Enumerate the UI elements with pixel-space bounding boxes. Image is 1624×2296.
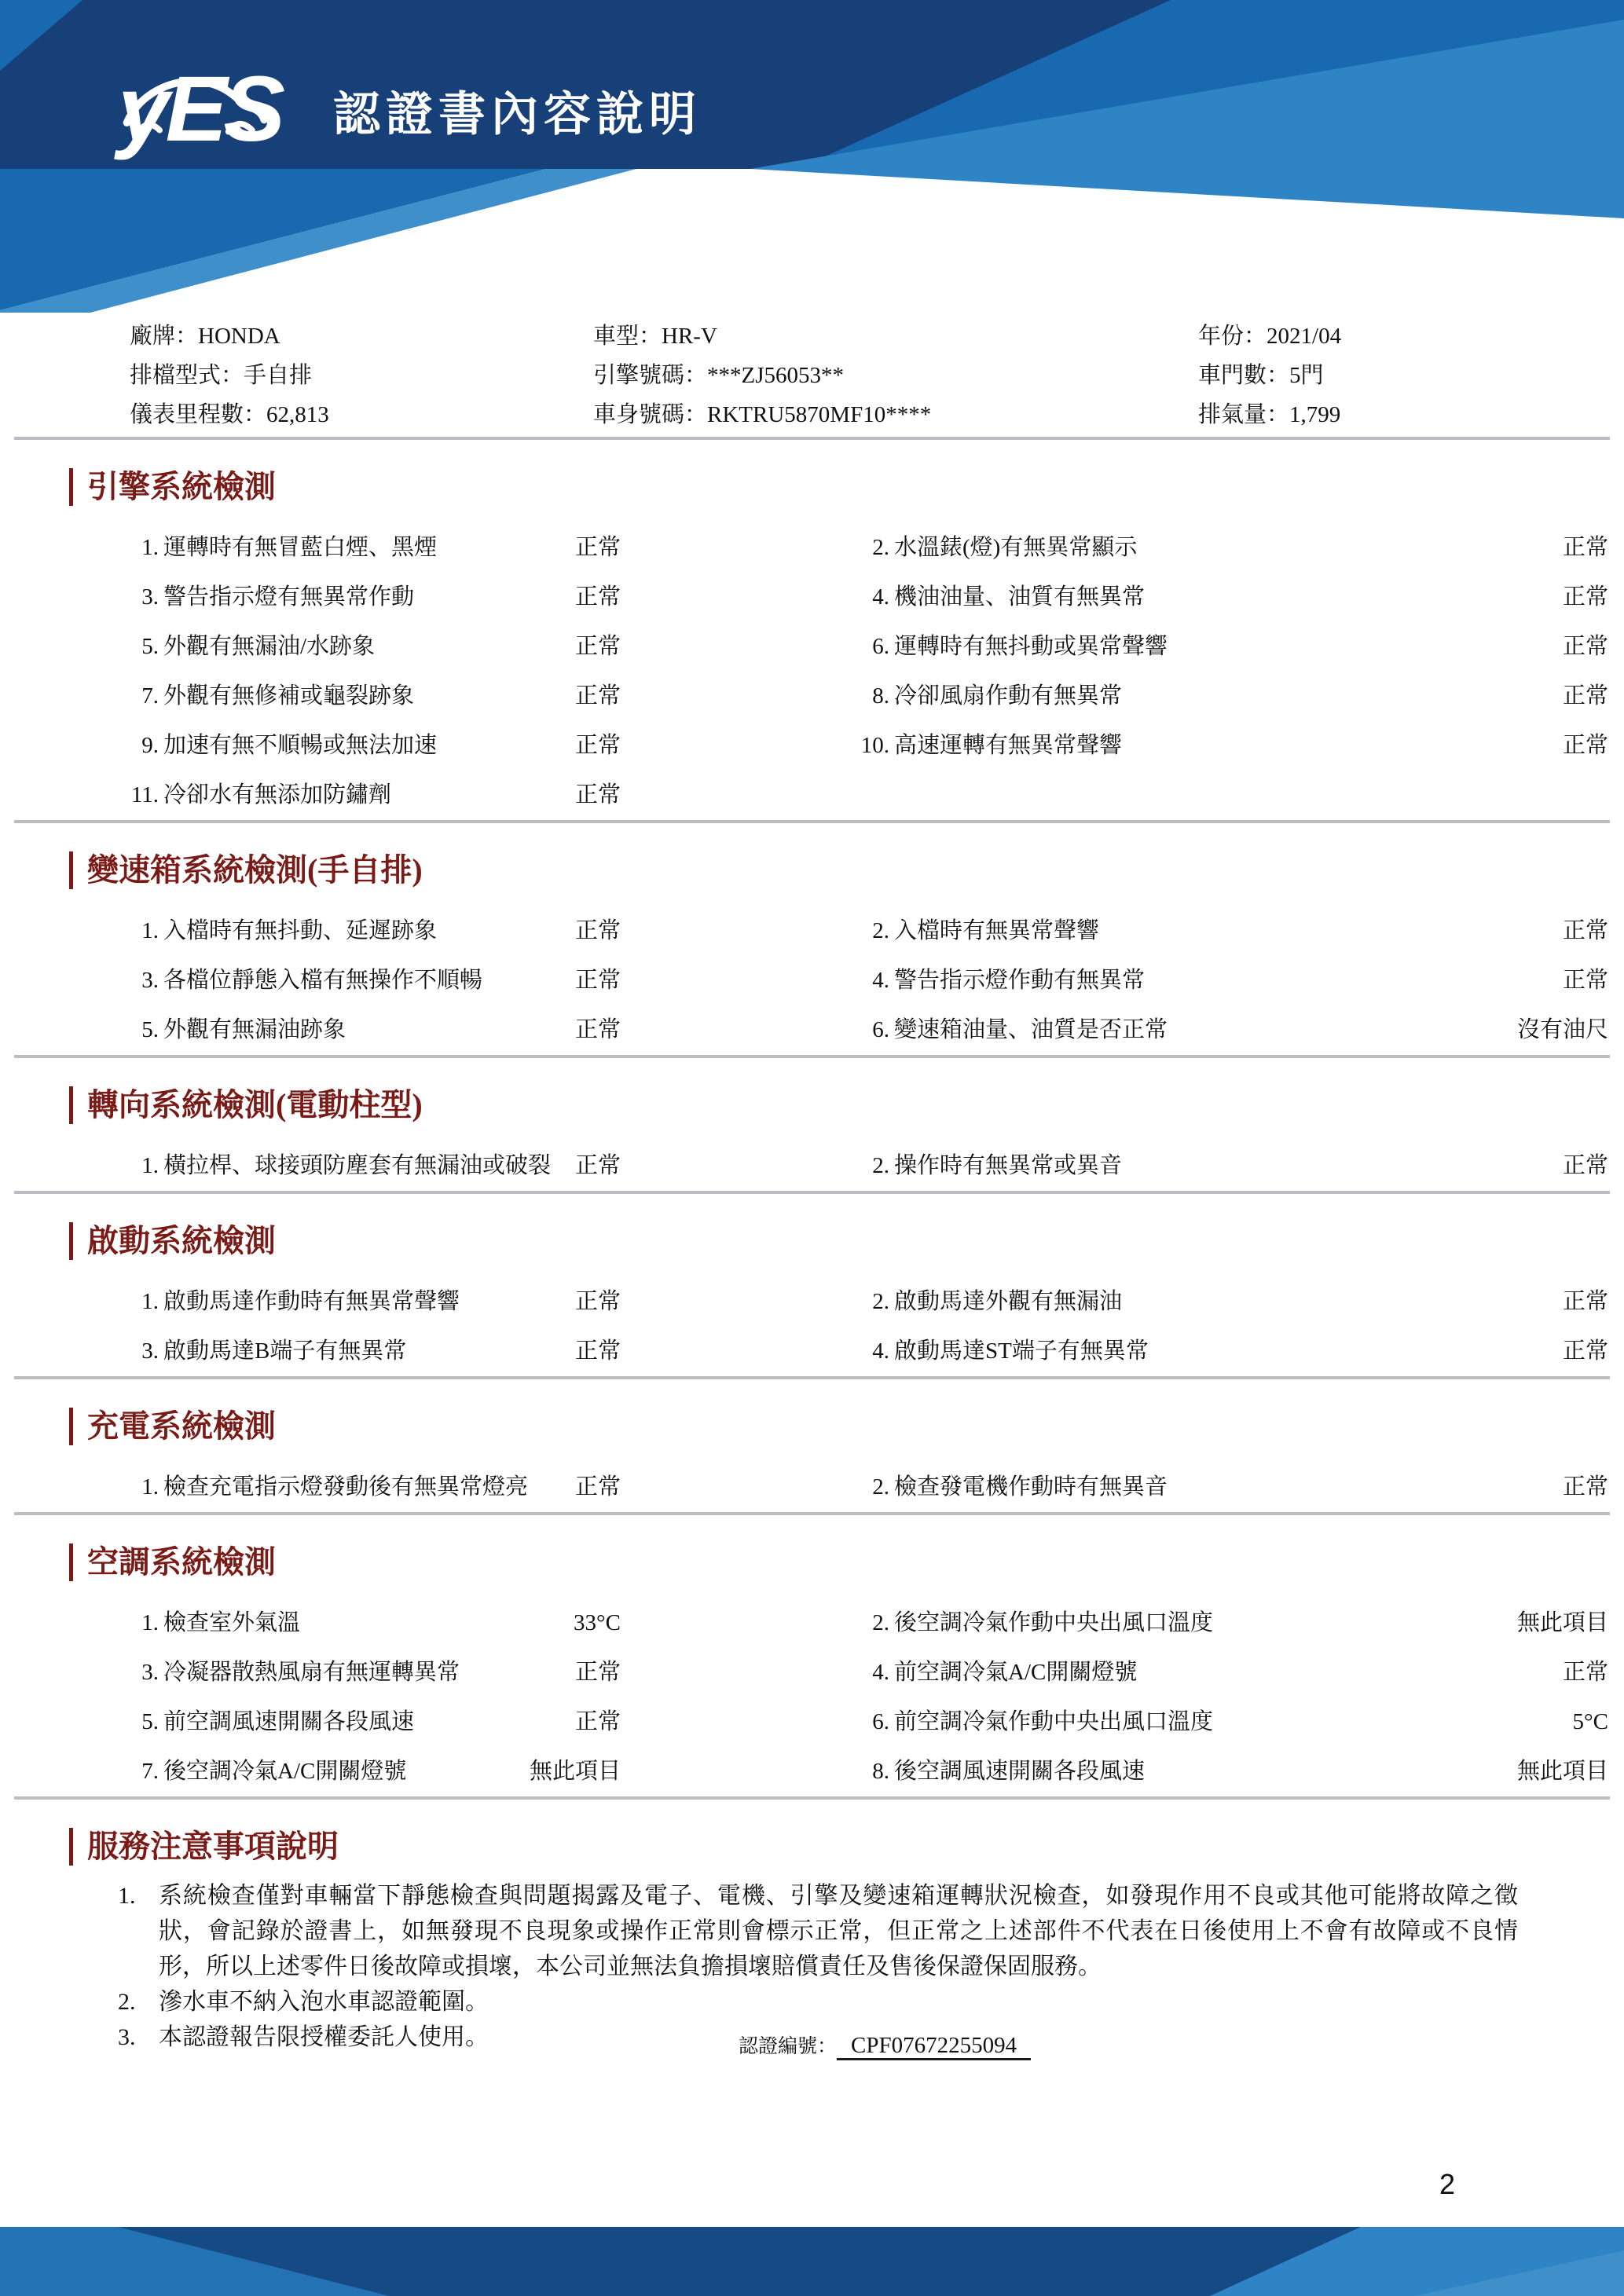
item-text: 冷凝器散熱風扇有無運轉異常 — [163, 1660, 460, 1685]
inspection-item — [118, 573, 621, 622]
inspection-section — [0, 1222, 1624, 1379]
item-text: 後空調冷氣A/C開關燈號 — [163, 1759, 407, 1784]
note-text: 本認證報告限授權委託人使用。 — [159, 2024, 489, 2050]
item-status: 正常 — [574, 1017, 621, 1042]
item-text: 後空調風速開關各段風速 — [894, 1759, 1146, 1784]
item-status: 正常 — [574, 782, 621, 807]
item-status: 5°C — [1572, 1709, 1608, 1734]
certificate-number-row — [739, 2031, 1031, 2059]
inspection-item — [849, 1141, 1608, 1191]
item-text: 警告指示燈有無異常作動 — [163, 584, 415, 610]
item-text: 啟動馬達B端子有無異常 — [163, 1338, 407, 1364]
page-title: 認證書內容說明 — [333, 88, 702, 141]
item-text: 後空調冷氣作動中央出風口溫度 — [894, 1610, 1214, 1635]
section-title: 變速箱系統檢測(手自排) — [69, 851, 1624, 889]
note-number: 1. — [118, 1883, 136, 1909]
item-number: 2. — [872, 918, 889, 943]
item-status: 正常 — [1562, 968, 1608, 993]
item-text: 啟動馬達作動時有無異常聲響 — [163, 1289, 460, 1314]
note-number: 3. — [118, 2024, 136, 2050]
inspection-item — [849, 523, 1608, 573]
item-number: 2. — [872, 1610, 889, 1635]
item-text: 檢查室外氣溫 — [163, 1610, 301, 1635]
item-number: 6. — [872, 634, 889, 659]
info-field-value: 手自排 — [244, 363, 313, 388]
info-field-label: 排檔型式： — [130, 363, 244, 388]
item-status: 無此項目 — [1516, 1759, 1608, 1784]
item-number: 2. — [872, 1474, 889, 1500]
item-number: 3. — [141, 1338, 159, 1364]
inspection-item — [118, 721, 621, 771]
inspection-item — [849, 672, 1608, 721]
info-field-value: 1,799 — [1289, 402, 1341, 427]
inspection-section — [0, 468, 1624, 823]
item-text: 冷卻水有無添加防鏽劑 — [163, 782, 392, 807]
divider — [14, 1376, 1610, 1379]
item-status: 正常 — [574, 1660, 621, 1685]
item-number: 5. — [141, 1017, 159, 1042]
vehicle-info — [130, 317, 1624, 434]
item-number: 3. — [141, 584, 159, 610]
item-status: 正常 — [1562, 1153, 1608, 1178]
item-number: 7. — [141, 683, 159, 709]
item-status: 正常 — [1562, 1660, 1608, 1685]
info-field-value: 62,813 — [266, 402, 329, 427]
item-status: 正常 — [1562, 584, 1608, 610]
inspection-item — [849, 1648, 1608, 1697]
inspection-item — [849, 1277, 1608, 1327]
divider — [14, 820, 1610, 823]
divider — [14, 1055, 1610, 1058]
item-status: 正常 — [574, 535, 621, 560]
item-status: 正常 — [574, 733, 621, 758]
item-status: 正常 — [1562, 634, 1608, 659]
item-number: 6. — [872, 1709, 889, 1734]
item-status: 正常 — [1562, 918, 1608, 943]
inspection-item — [118, 1141, 621, 1191]
inspection-item — [118, 622, 621, 672]
info-field-label: 排氣量： — [1198, 402, 1290, 427]
inspection-item — [118, 1005, 621, 1055]
item-text: 外觀有無漏油/水跡象 — [163, 634, 376, 659]
item-number: 9. — [141, 733, 159, 758]
item-number: 5. — [141, 634, 159, 659]
item-status: 正常 — [1562, 683, 1608, 709]
item-status: 正常 — [1562, 733, 1608, 758]
inspection-item — [849, 1463, 1608, 1512]
inspection-item — [118, 956, 621, 1005]
item-number: 4. — [872, 1338, 889, 1364]
item-text: 變速箱油量、油質是否正常 — [894, 1017, 1168, 1042]
item-text: 運轉時有無抖動或異常聲響 — [894, 634, 1168, 659]
item-number: 4. — [872, 1660, 889, 1685]
inspection-item — [849, 1005, 1608, 1055]
inspection-item — [849, 906, 1608, 956]
page-header — [0, 0, 1624, 338]
inspection-item — [849, 1697, 1608, 1747]
item-status: 正常 — [1562, 1289, 1608, 1314]
section-title: 充電系統檢測 — [69, 1408, 1624, 1445]
item-status: 正常 — [574, 1289, 621, 1314]
inspection-item — [118, 1747, 621, 1796]
report-body — [0, 317, 1624, 2055]
inspection-item — [118, 1327, 621, 1376]
inspection-item — [118, 1463, 621, 1512]
inspection-item — [849, 956, 1608, 1005]
item-text: 橫拉桿、球接頭防塵套有無漏油或破裂 — [163, 1153, 552, 1178]
inspection-items — [118, 1463, 1608, 1512]
info-field-label: 廠牌： — [130, 324, 199, 349]
item-text: 啟動馬達ST端子有無異常 — [894, 1338, 1149, 1364]
item-number: 8. — [872, 1759, 889, 1784]
section-title: 引擎系統檢測 — [69, 468, 1624, 506]
item-status: 正常 — [1562, 1338, 1608, 1364]
item-number: 1. — [141, 535, 159, 560]
header-background — [0, 0, 1624, 338]
item-text: 水溫錶(燈)有無異常顯示 — [894, 535, 1138, 560]
inspection-item — [849, 622, 1608, 672]
item-number: 4. — [872, 584, 889, 610]
info-field-value: 2021/04 — [1267, 324, 1342, 349]
info-field — [593, 317, 1198, 356]
item-text: 冷卻風扇作動有無異常 — [894, 683, 1123, 709]
inspection-item — [849, 573, 1608, 622]
section-title: 空調系統檢測 — [69, 1543, 1624, 1581]
divider — [14, 1512, 1610, 1515]
info-field — [1198, 395, 1624, 434]
item-status: 無此項目 — [529, 1759, 621, 1784]
inspection-item — [118, 1277, 621, 1327]
inspection-section — [0, 1086, 1624, 1194]
inspection-item — [118, 672, 621, 721]
item-status: 正常 — [574, 584, 621, 610]
divider — [14, 1796, 1610, 1800]
info-field-label: 車身號碼： — [593, 402, 708, 427]
item-text: 外觀有無修補或龜裂跡象 — [163, 683, 415, 709]
item-status: 無此項目 — [1516, 1610, 1608, 1635]
sections — [0, 468, 1624, 1800]
info-field-value: HR-V — [662, 324, 717, 349]
item-number: 11. — [130, 782, 159, 807]
note-text: 滲水車不納入泡水車認證範圍。 — [159, 1989, 489, 2015]
inspection-items — [118, 523, 1608, 820]
item-text: 運轉時有無冒藍白煙、黑煙 — [163, 535, 438, 560]
page-footer — [0, 2227, 1624, 2296]
info-field-label: 車門數： — [1198, 363, 1290, 388]
item-text: 檢查充電指示燈發動後有無異常燈亮 — [163, 1474, 529, 1500]
item-status: 正常 — [574, 918, 621, 943]
info-field-value: RKTRU5870MF10**** — [707, 402, 932, 427]
divider — [14, 437, 1610, 440]
inspection-item — [849, 1327, 1608, 1376]
item-text: 各檔位靜態入檔有無操作不順暢 — [163, 968, 483, 993]
item-number: 3. — [141, 1660, 159, 1685]
inspection-section — [0, 1543, 1624, 1800]
divider — [14, 1191, 1610, 1194]
section-title: 轉向系統檢測(電動柱型) — [69, 1086, 1624, 1124]
info-field — [130, 356, 593, 395]
item-number: 1. — [141, 1610, 159, 1635]
info-field — [130, 317, 593, 356]
info-field-value: HONDA — [198, 324, 280, 349]
item-text: 前空調風速開關各段風速 — [163, 1709, 415, 1734]
item-number: 3. — [141, 968, 159, 993]
item-text: 啟動馬達外觀有無漏油 — [894, 1289, 1123, 1314]
item-number: 2. — [872, 535, 889, 560]
note-text: 系統檢查僅對車輛當下靜態檢查與問題揭露及電子、電機、引擎及變速箱運轉狀況檢查，如發現作用不良或其他可能將故障之徵狀，會記錄於證書上，如無發現不良現象或操作正常則會標示正常，但正常之上述部件不代表在日後使用上不會有故障或不良情形，所以上述零件日後故障或損壞，本公司並無法負擔損壞賠償責任及售後保證保固服務。 — [159, 1883, 1518, 1979]
item-text: 外觀有無漏油跡象 — [163, 1017, 346, 1042]
inspection-item — [118, 906, 621, 956]
inspection-items — [118, 1141, 1608, 1191]
item-status: 正常 — [574, 634, 621, 659]
service-notes — [118, 1878, 1604, 2055]
item-text: 警告指示燈作動有無異常 — [894, 968, 1146, 993]
item-status: 正常 — [574, 683, 621, 709]
item-text: 前空調冷氣作動中央出風口溫度 — [894, 1709, 1214, 1734]
inspection-item — [849, 1747, 1608, 1796]
inspection-item — [118, 1697, 621, 1747]
info-field-label: 引擎號碼： — [593, 363, 708, 388]
item-number: 5. — [141, 1709, 159, 1734]
inspection-items — [118, 1598, 1608, 1796]
brand-block — [118, 57, 702, 161]
notes-title: 服務注意事項說明 — [69, 1828, 1624, 1866]
item-status: 正常 — [574, 1153, 621, 1178]
item-number: 6. — [872, 1017, 889, 1042]
item-number: 4. — [872, 968, 889, 993]
info-field — [1198, 317, 1624, 356]
inspection-section — [0, 1408, 1624, 1515]
item-text: 機油油量、油質有無異常 — [894, 584, 1146, 610]
info-field — [593, 395, 1198, 434]
item-status: 正常 — [574, 968, 621, 993]
item-number: 1. — [141, 1153, 159, 1178]
info-field-value: ***ZJ56053** — [707, 363, 845, 388]
inspection-item — [118, 1648, 621, 1697]
item-status: 正常 — [1562, 1474, 1608, 1500]
inspection-item — [849, 721, 1608, 771]
section-title: 啟動系統檢測 — [69, 1222, 1624, 1260]
service-note — [118, 1878, 1604, 1984]
inspection-item — [118, 771, 621, 820]
info-field — [1198, 356, 1624, 395]
item-number: 1. — [141, 1474, 159, 1500]
certificate-number-label: 認證編號： — [739, 2036, 838, 2057]
info-field-label: 車型： — [593, 324, 662, 349]
item-status: 正常 — [574, 1474, 621, 1500]
item-number: 1. — [141, 1289, 159, 1314]
item-number: 10. — [860, 733, 889, 758]
item-text: 檢查發電機作動時有無異音 — [894, 1474, 1168, 1500]
item-number: 2. — [872, 1289, 889, 1314]
inspection-item — [118, 1598, 621, 1648]
item-number: 1. — [141, 918, 159, 943]
item-status: 正常 — [1562, 535, 1608, 560]
item-text: 高速運轉有無異常聲響 — [894, 733, 1123, 758]
inspection-items — [118, 1277, 1608, 1376]
info-field-value: 5門 — [1289, 363, 1324, 388]
info-field-label: 年份： — [1198, 324, 1267, 349]
item-text: 加速有無不順暢或無法加速 — [163, 733, 438, 758]
item-text: 入檔時有無異常聲響 — [894, 918, 1100, 943]
item-status: 正常 — [574, 1338, 621, 1364]
certificate-number: CPF07672255094 — [837, 2033, 1031, 2060]
footer-background — [0, 2227, 1624, 2296]
item-status: 33°C — [574, 1610, 621, 1635]
page-number: 2 — [1439, 2168, 1456, 2200]
note-number: 2. — [118, 1989, 136, 2015]
info-field-label: 儀表里程數： — [130, 402, 267, 427]
item-text: 前空調冷氣A/C開關燈號 — [894, 1660, 1138, 1685]
info-field — [130, 395, 593, 434]
service-note — [118, 1984, 1604, 2020]
inspection-item — [849, 1598, 1608, 1648]
item-status: 沒有油尺 — [1516, 1017, 1608, 1042]
item-number: 8. — [872, 683, 889, 709]
yes-logo: yES — [118, 57, 282, 161]
inspection-item — [118, 523, 621, 573]
item-status: 正常 — [574, 1709, 621, 1734]
item-number: 7. — [141, 1759, 159, 1784]
inspection-section — [0, 851, 1624, 1058]
item-text: 操作時有無異常或異音 — [894, 1153, 1123, 1178]
info-field — [593, 356, 1198, 395]
inspection-items — [118, 906, 1608, 1055]
item-number: 2. — [872, 1153, 889, 1178]
item-text: 入檔時有無抖動、延遲跡象 — [163, 918, 438, 943]
